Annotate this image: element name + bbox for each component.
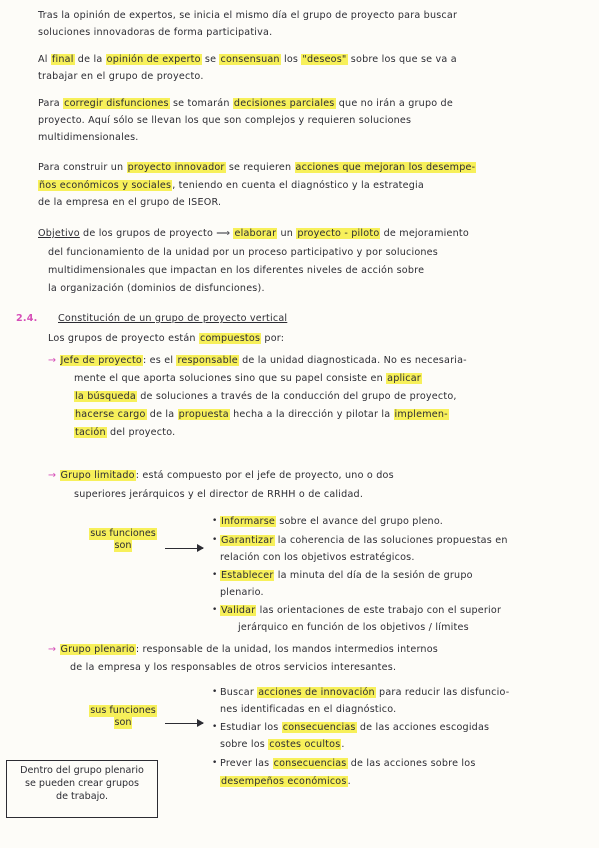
list-item (220, 535, 508, 547)
highlight: Validar (221, 605, 256, 616)
text-line: del funcionamiento de la unidad por un proceso participativo y por soluciones (48, 247, 438, 258)
text: las orientaciones de este trabajo con el superior (256, 605, 502, 616)
list-item-continuation: relación con los objetivos estratégicos. (220, 552, 415, 563)
text-line (74, 427, 175, 439)
highlight: proyecto innovador (127, 162, 225, 173)
list-item (220, 722, 489, 734)
text: un (277, 228, 297, 239)
highlight: corregir disfunciones (64, 98, 169, 109)
right-arrow-icon (165, 723, 203, 724)
highlight: la búsqueda (75, 391, 137, 402)
list-item-continuation: plenario. (220, 587, 264, 598)
bullet-icon: • (212, 516, 218, 526)
text: del proyecto. (106, 427, 176, 438)
text: que no irán a grupo de (335, 98, 453, 109)
bullet-icon: • (212, 758, 218, 768)
text-line (74, 409, 449, 421)
highlight: son (114, 717, 132, 728)
section-number: 2.4. (16, 313, 38, 324)
text-line (38, 54, 457, 66)
text: de los grupos de proyecto (79, 228, 217, 239)
highlight: decisiones parciales (233, 98, 335, 109)
text: . (347, 776, 351, 787)
highlight: hacerse cargo (75, 409, 146, 420)
bullet-icon: • (212, 535, 218, 545)
highlight: ños económicos y sociales (39, 180, 172, 191)
text: Buscar (220, 687, 258, 698)
text-line (48, 470, 394, 482)
text: de mejoramiento (380, 228, 469, 239)
text: sobre los (220, 739, 269, 750)
text: los (280, 54, 302, 65)
text: mente el que aporta soluciones sino que su papel consiste en (74, 373, 387, 384)
side-note-line: se pueden crear grupos (24, 778, 139, 789)
text-line: multidimensionales que impactan en los diferentes niveles de acción sobre (48, 265, 425, 276)
highlight: costes ocultos (269, 739, 341, 750)
functions-label (78, 528, 168, 552)
text-line (48, 355, 467, 367)
highlight: Grupo plenario (60, 644, 135, 655)
highlight: Garantizar (221, 535, 274, 546)
list-item (220, 516, 443, 528)
text-line (38, 180, 424, 192)
text-line: Tras la opinión de expertos, se inicia el mismo día el grupo de proyecto para buscar (38, 10, 458, 21)
text: Al (38, 54, 51, 65)
highlight: sus funciones (90, 705, 156, 716)
functions-label (78, 705, 168, 729)
text-line (48, 644, 438, 656)
highlight: Grupo limitado (60, 470, 135, 481)
text-line (38, 98, 453, 110)
highlight: desempeños económicos (221, 776, 347, 787)
text: se (201, 54, 220, 65)
text: se requieren (225, 162, 295, 173)
highlight: compuestos (199, 333, 261, 344)
text: de las acciones escogidas (356, 722, 490, 733)
highlight: "deseos" (302, 54, 347, 65)
highlight: responsable (177, 355, 238, 366)
side-note-line: Dentro del grupo plenario (20, 765, 144, 776)
bullet-icon: • (212, 722, 218, 732)
highlight: opinión de experto (106, 54, 201, 65)
text: : es el (142, 355, 177, 366)
implies-arrow: ⟹ (216, 228, 231, 239)
text: para reducir las disfuncio- (375, 687, 510, 698)
bullet-icon: • (212, 570, 218, 580)
highlight: Establecer (221, 570, 274, 581)
highlight: acciones de innovación (258, 687, 375, 698)
highlight: Informarse (221, 516, 276, 527)
highlight: tación (75, 427, 106, 438)
highlight: final (51, 54, 74, 65)
arrow-icon: → (48, 470, 57, 481)
list-item (220, 687, 509, 699)
text-line (74, 391, 457, 403)
list-item-continuation (220, 776, 351, 788)
highlight: acciones que mejoran los desempe- (295, 162, 476, 173)
bullet-icon: • (212, 605, 218, 615)
text-line (38, 162, 476, 174)
text: de soluciones a través de la conducción del grupo de proyecto, (137, 391, 457, 402)
list-item-continuation (220, 739, 345, 751)
text-line: multidimensionales. (38, 132, 139, 143)
highlight: son (114, 540, 132, 551)
text-line: trabajar en el grupo de proyecto. (38, 71, 204, 82)
highlight: implemen- (394, 409, 448, 420)
list-item (220, 758, 476, 770)
text: Estudiar los (220, 722, 282, 733)
text-line (38, 228, 469, 240)
text: , teniendo en cuenta el diagnóstico y la estrategia (172, 180, 424, 191)
highlight: consecuencias (273, 758, 347, 769)
text-line (48, 333, 284, 345)
list-item (220, 605, 501, 617)
right-arrow-icon (165, 548, 203, 549)
list-item-continuation: nes identificadas en el diagnóstico. (220, 704, 397, 715)
highlight: sus funciones (90, 528, 156, 539)
text: sobre el avance del grupo pleno. (276, 516, 443, 527)
text: Para (38, 98, 64, 109)
highlight: elaborar (234, 228, 277, 239)
list-item (220, 570, 473, 582)
highlight: Jefe de proyecto (60, 355, 142, 366)
text-line: superiores jerárquicos y el director de RRHH o de calidad. (74, 489, 364, 500)
text: la coherencia de las soluciones propuestas en (274, 535, 508, 546)
highlight: aplicar (387, 373, 421, 384)
text: Los grupos de proyecto están (48, 333, 199, 344)
text: . (341, 739, 345, 750)
arrow-icon: → (48, 644, 57, 655)
text-line: la organización (dominios de disfunciones). (48, 283, 265, 294)
side-note-line: de trabajo. (55, 791, 108, 802)
highlight: proyecto - piloto (297, 228, 380, 239)
text: Para construir un (38, 162, 127, 173)
text: : está compuesto por el jefe de proyecto, uno o dos (135, 470, 394, 481)
text: se tomarán (169, 98, 233, 109)
highlight: consensuan (220, 54, 280, 65)
text-line: de la empresa y los responsables de otros servicios interesantes. (70, 662, 397, 673)
underlined-term: Objetivo (38, 228, 80, 239)
arrow-icon: → (48, 355, 57, 366)
text-line: proyecto. Aquí sólo se llevan los que son complejos y requieren soluciones (38, 115, 412, 126)
text: : responsable de la unidad, los mandos intermedios internos (135, 644, 438, 655)
text: hecha a la dirección y pilotar la (229, 409, 394, 420)
text: de la (146, 409, 178, 420)
text-line: de la empresa en el grupo de ISEOR. (38, 197, 222, 208)
list-item-continuation: jerárquico en función de los objetivos / límites (238, 622, 469, 633)
section-title: Constitución de un grupo de proyecto vertical (58, 313, 288, 324)
highlight: consecuencias (282, 722, 356, 733)
side-note-box (6, 760, 158, 818)
text: la minuta del día de la sesión de grupo (274, 570, 473, 581)
text: por: (261, 333, 285, 344)
text: de la (74, 54, 106, 65)
highlight: propuesta (178, 409, 229, 420)
text-line: soluciones innovadoras de forma participativa. (38, 27, 273, 38)
text: de las acciones sobre los (347, 758, 476, 769)
text: Prever las (220, 758, 273, 769)
text: de la unidad diagnosticada. No es necesaria- (238, 355, 467, 366)
text: sobre los que se va a (347, 54, 457, 65)
text-line (74, 373, 422, 385)
bullet-icon: • (212, 687, 218, 697)
